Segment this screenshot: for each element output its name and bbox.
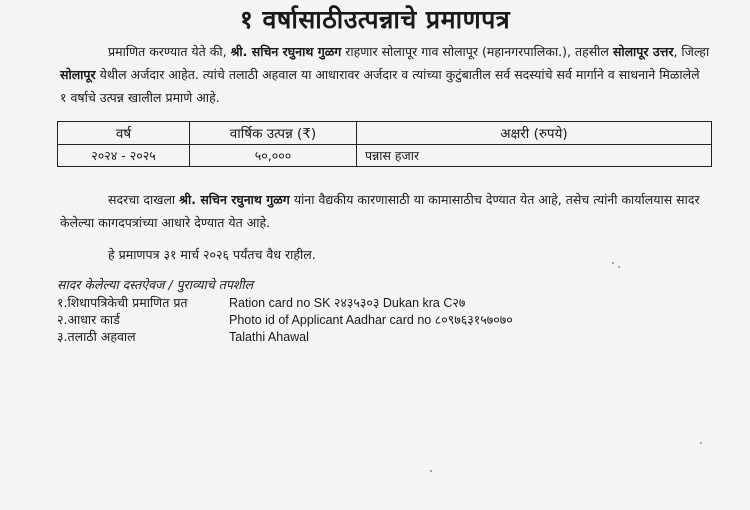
district-name: सोलापूर <box>60 67 96 82</box>
document-name: १.शिधापत्रिकेची प्रमाणित प्रत <box>57 295 188 310</box>
list-item <box>57 294 513 311</box>
list-item <box>57 311 513 328</box>
purpose-prefix: सदरचा दाखला <box>108 192 180 207</box>
income-table-header <box>58 122 712 145</box>
document-name: २.आधार कार्ड <box>57 312 120 327</box>
document-description: Photo id of Applicant Aadhar card no ८०९७६३१५७०७० <box>229 313 513 327</box>
intro-prefix: प्रमाणित करण्यात येते की, <box>108 44 231 59</box>
scan-speck <box>612 262 614 264</box>
purpose-paragraph <box>60 188 710 234</box>
certificate-title: १ वर्षासाठीउत्पन्नाचे प्रमाणपत्र <box>239 5 511 34</box>
intro-middle: राहणार सोलापूर गाव सोलापूर (महानगरपालिका.), तहसील <box>341 44 613 59</box>
scan-speck <box>618 266 620 268</box>
intro-middle2: , जिल्हा <box>673 44 710 59</box>
cell-year: २०२४ - २०२५ <box>58 145 190 167</box>
header-amount-in-words: अक्षरी (रुपये) <box>357 122 712 145</box>
header-year: वर्ष <box>58 122 190 145</box>
table-row <box>58 145 712 167</box>
document-description: Talathi Ahawal <box>229 329 309 344</box>
scan-speck <box>430 470 432 472</box>
list-item <box>57 328 513 345</box>
document-description: Ration card no SK २४३५३०३ Dukan kra C२७ <box>229 296 466 310</box>
documents-heading: सादर केलेल्या दस्तऐवज / पुराव्याचे तपशील <box>57 277 254 292</box>
income-table <box>57 121 712 167</box>
taluka-name: सोलापूर उत्तर <box>612 44 674 59</box>
intro-paragraph <box>60 40 710 109</box>
applicant-name: श्री. सचिन रघुनाथ गुळग <box>230 44 342 59</box>
header-annual-income: वार्षिक उत्पन्न (₹) <box>190 122 357 145</box>
cell-amount-words: पन्नास हजार <box>357 145 712 167</box>
intro-suffix: येथील अर्जदार आहेत. त्यांचे तलाठी अहवाल या आधारावर अर्जदार व त्यांच्या कुटुंबातील सर्व सदस्यांचे सर्व मार्गाने व साधनाने मिळालेले १ वर्षाचे उत्पन्न खालील प्रमाणे आहे. <box>60 67 700 105</box>
scan-speck <box>700 442 702 444</box>
purpose-applicant-name: श्री. सचिन रघुनाथ गुळग <box>179 192 290 207</box>
document-name: ३.तलाठी अहवाल <box>57 329 136 344</box>
cell-income: ५०,००० <box>190 145 357 167</box>
purpose-suffix: यांना वैद्यकीय कारणासाठी या कामासाठीच देण्यात येत आहे, तसेच त्यांनी कार्यालयास सादर केलेल्या कागदपत्रांच्या आधारे देण्यात येत आहे. <box>60 192 700 230</box>
validity-statement: हे प्रमाणपत्र ३१ मार्च २०२६ पर्यंतच वैध राहील. <box>108 247 316 262</box>
documents-list <box>57 294 513 345</box>
